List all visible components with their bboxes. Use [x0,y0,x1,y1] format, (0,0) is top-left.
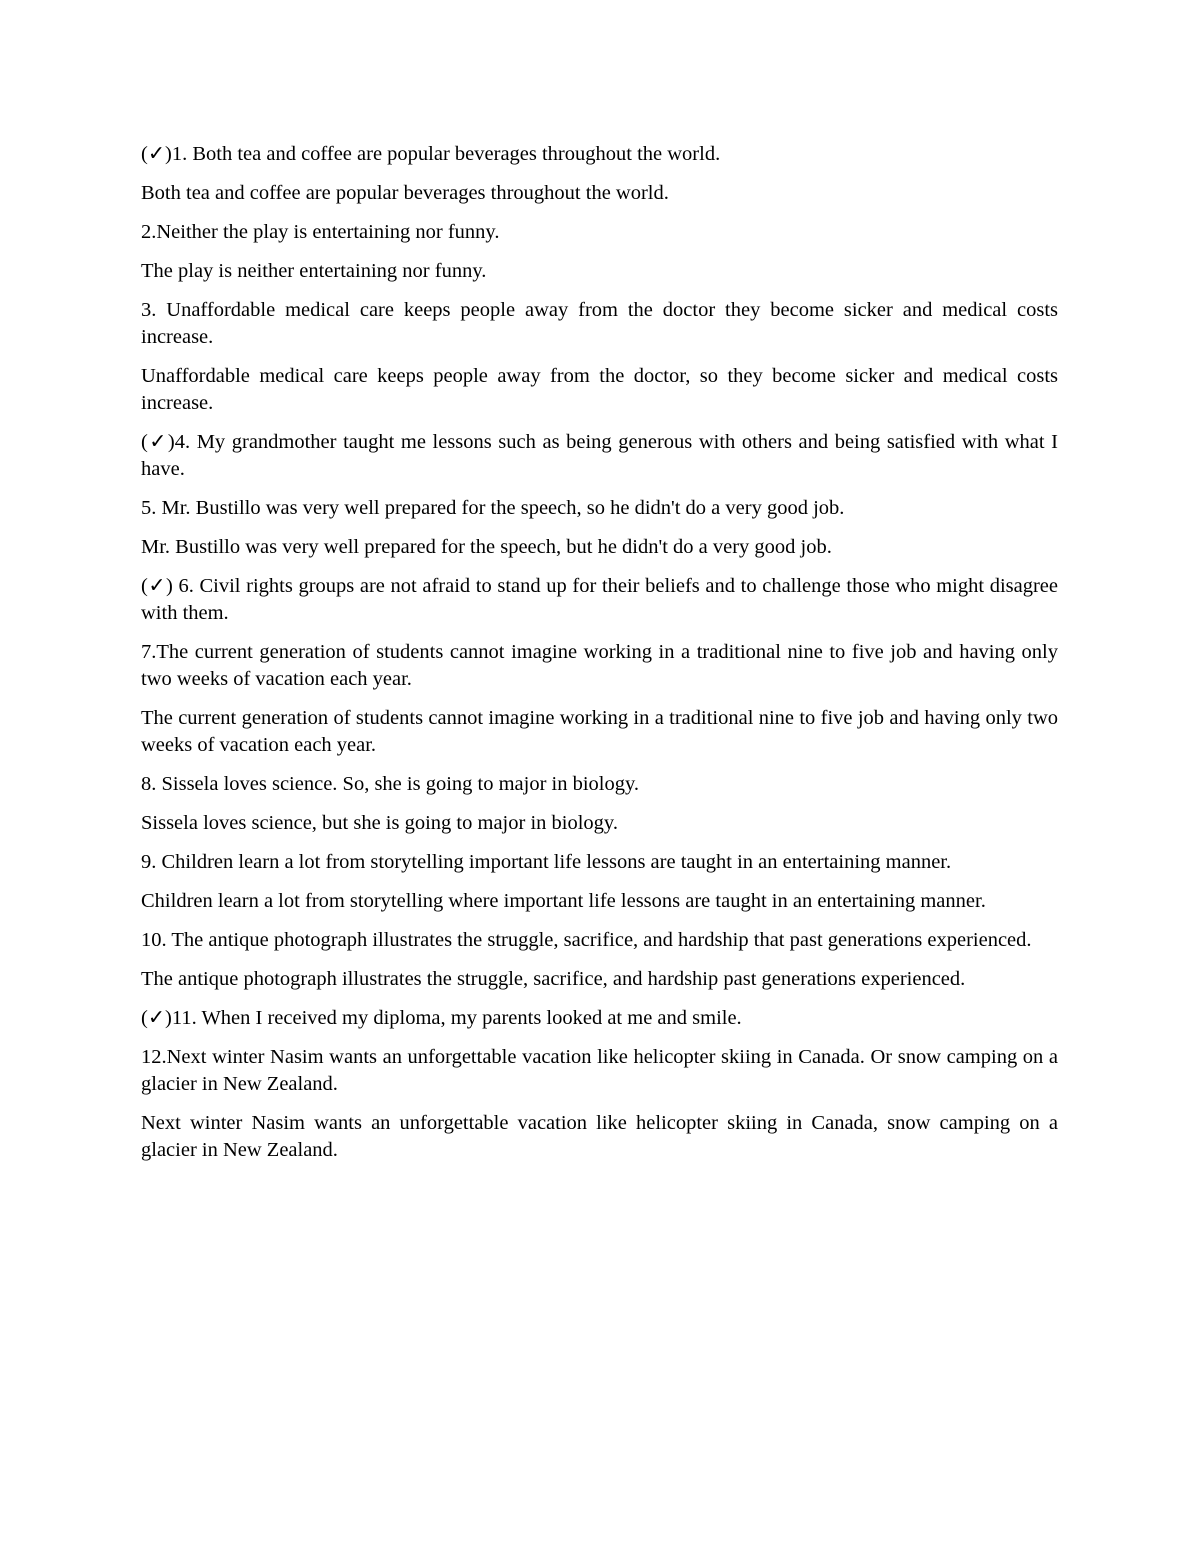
paragraph-1-corrected: Both tea and coffee are popular beverages throughout the world. [141,182,669,204]
paragraph-4-original: (✓)4. My grandmother taught me lessons such as being generous with others and being satisfied with what I have. [141,431,1058,480]
paragraph-7-corrected: The current generation of students cannot imagine working in a traditional nine to five job and having only two weeks of vacation each year. [141,707,1058,756]
paragraph-12-original: 12.Next winter Nasim wants an unforgettable vacation like helicopter skiing in Canada. Or snow camping on a glacier in New Zealand. [141,1046,1058,1095]
paragraph-6-original: (✓) 6. Civil rights groups are not afraid to stand up for their beliefs and to challenge those who might disagree with them. [141,575,1058,624]
paragraph-7-original: 7.The current generation of students cannot imagine working in a traditional nine to five job and having only two weeks of vacation each year. [141,641,1058,690]
paragraph-9-original: 9. Children learn a lot from storytelling important life lessons are taught in an entertaining manner. [141,851,952,873]
paragraph-3-corrected: Unaffordable medical care keeps people away from the doctor, so they become sicker and medical costs increase. [141,365,1058,414]
paragraph-8-original: 8. Sissela loves science. So, she is going to major in biology. [141,773,640,795]
paragraph-5-corrected: Mr. Bustillo was very well prepared for the speech, but he didn't do a very good job. [141,536,832,558]
paragraph-1-original: (✓)1. Both tea and coffee are popular beverages throughout the world. [141,143,721,165]
paragraph-3-original: 3. Unaffordable medical care keeps people away from the doctor they become sicker and medical costs increase. [141,299,1058,348]
document-body [141,141,1058,1176]
paragraph-2-corrected: The play is neither entertaining nor funny. [141,260,487,282]
paragraph-8-corrected: Sissela loves science, but she is going to major in biology. [141,812,618,834]
paragraph-12-corrected: Next winter Nasim wants an unforgettable vacation like helicopter skiing in Canada, snow camping on a glacier in New Zealand. [141,1112,1058,1161]
paragraph-10-original: 10. The antique photograph illustrates the struggle, sacrifice, and hardship that past generations experienced. [141,929,1032,951]
paragraph-11-original: (✓)11. When I received my diploma, my parents looked at me and smile. [141,1007,742,1029]
paragraph-2-original: 2.Neither the play is entertaining nor funny. [141,221,500,243]
paragraph-10-corrected: The antique photograph illustrates the struggle, sacrifice, and hardship past generations experienced. [141,968,966,990]
paragraph-9-corrected: Children learn a lot from storytelling where important life lessons are taught in an entertaining manner. [141,890,986,912]
paragraph-5-original: 5. Mr. Bustillo was very well prepared for the speech, so he didn't do a very good job. [141,497,845,519]
